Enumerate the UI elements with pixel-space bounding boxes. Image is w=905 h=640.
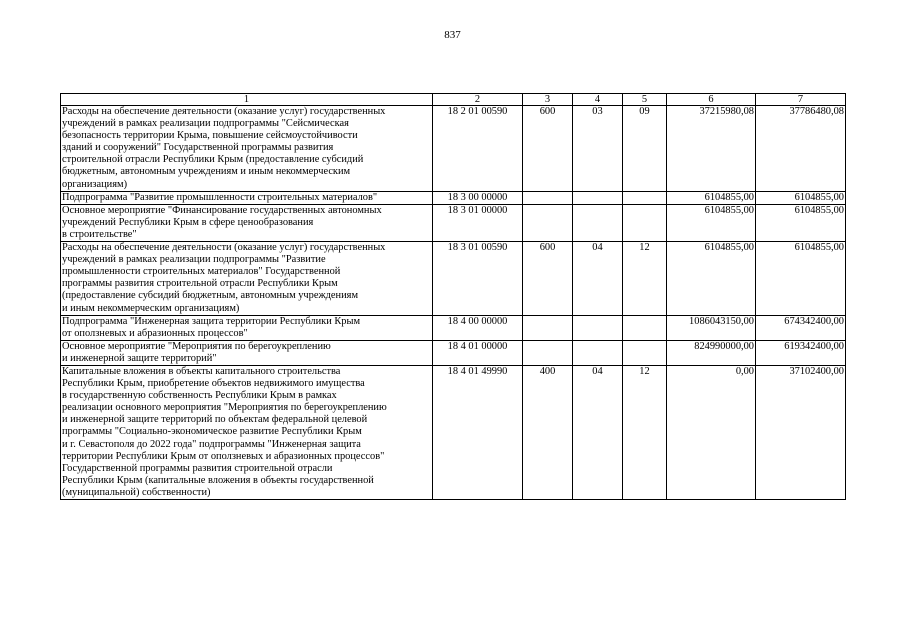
- row-subsection: [623, 340, 667, 365]
- row-code: 18 3 00 00000: [433, 191, 523, 204]
- row-subsection: 12: [623, 365, 667, 499]
- row-name-line: учреждений Республики Крым в сфере ценообразования: [62, 216, 314, 228]
- row-name-line: программы развития строительной отрасли Республики Крым: [62, 278, 338, 290]
- column-header: 2: [433, 94, 523, 106]
- row-name: [61, 204, 433, 241]
- row-name-line: и инженерной защите территорий": [62, 352, 217, 364]
- row-name-line: (предоставление субсидий бюджетным, автономным учреждениям: [62, 290, 359, 302]
- row-expense-type: 600: [523, 106, 573, 192]
- row-code: 18 2 01 00590: [433, 106, 523, 192]
- table-body: [61, 106, 846, 500]
- row-sum-year1: 6104855,00: [667, 204, 756, 241]
- row-name-line: от оползневых и абразионных процессов": [62, 327, 248, 339]
- row-section: [573, 340, 623, 365]
- row-name: [61, 340, 433, 365]
- row-name-line: зданий и сооружений" Государственной программы развития: [62, 142, 334, 154]
- row-sum-year1: 1086043150,00: [667, 315, 756, 340]
- column-header: 5: [623, 94, 667, 106]
- table-row: [61, 106, 846, 192]
- row-name-line: Подпрограмма "Развитие промышленности строительных материалов": [62, 191, 378, 203]
- row-name-line: и иным некоммерческим организациям): [62, 302, 240, 314]
- row-code: 18 3 01 00000: [433, 204, 523, 241]
- row-name-line: учреждений в рамках реализации подпрограммы "Развитие: [62, 254, 326, 266]
- row-name-line: строительной отрасли Республики Крым (предоставление субсидий: [62, 154, 364, 166]
- row-name-line: безопасность территории Крыма, повышение сейсмоустойчивости: [62, 130, 358, 142]
- row-name-line: Республики Крым (капитальные вложения в объекты государственной: [62, 474, 374, 486]
- row-sum-year2: 37786480,08: [756, 106, 846, 192]
- column-header: 6: [667, 94, 756, 106]
- row-subsection: [623, 315, 667, 340]
- table-row: [61, 204, 846, 241]
- row-subsection: [623, 204, 667, 241]
- row-name-line: Капитальные вложения в объекты капитального строительства: [62, 365, 341, 377]
- row-name-line: бюджетным, автономным учреждениям и иным некоммерческим: [62, 166, 351, 178]
- row-subsection: 12: [623, 242, 667, 316]
- row-sum-year2: 619342400,00: [756, 340, 846, 365]
- row-section: [573, 315, 623, 340]
- row-sum-year2: 37102400,00: [756, 365, 846, 499]
- row-expense-type: 600: [523, 242, 573, 316]
- row-name-line: и г. Севастополя до 2022 года" подпрограммы "Инженерная защита: [62, 438, 361, 450]
- row-section: 03: [573, 106, 623, 192]
- row-code: 18 3 01 00590: [433, 242, 523, 316]
- table-row: [61, 191, 846, 204]
- row-expense-type: 400: [523, 365, 573, 499]
- row-name: [61, 365, 433, 499]
- row-expense-type: [523, 191, 573, 204]
- row-name-line: Подпрограмма "Инженерная защита территории Республики Крым: [62, 315, 361, 327]
- row-expense-type: [523, 204, 573, 241]
- column-header: 3: [523, 94, 573, 106]
- row-sum-year1: 37215980,08: [667, 106, 756, 192]
- table-row: [61, 340, 846, 365]
- row-subsection: [623, 191, 667, 204]
- row-name-line: Государственной программы развития строительной отрасли: [62, 462, 333, 474]
- table-row: [61, 315, 846, 340]
- row-name-line: Республики Крым, приобретение объектов недвижимого имущества: [62, 378, 365, 390]
- row-sum-year1: 6104855,00: [667, 242, 756, 316]
- row-name: [61, 106, 433, 192]
- row-name-line: Основное мероприятие "Мероприятия по берегоукреплению: [62, 340, 331, 352]
- row-sum-year2: 674342400,00: [756, 315, 846, 340]
- row-name-line: в строительстве": [62, 228, 137, 240]
- row-section: 04: [573, 242, 623, 316]
- row-name-line: в государственную собственность Республики Крым в рамках: [62, 390, 337, 402]
- row-section: [573, 191, 623, 204]
- row-sum-year1: 6104855,00: [667, 191, 756, 204]
- row-name-line: учреждений в рамках реализации подпрограммы "Сейсмическая: [62, 118, 349, 130]
- row-name-line: Расходы на обеспечение деятельности (оказание услуг) государственных: [62, 106, 386, 117]
- row-subsection: 09: [623, 106, 667, 192]
- page-number: 837: [444, 29, 461, 41]
- row-name: [61, 315, 433, 340]
- row-sum-year1: 824990000,00: [667, 340, 756, 365]
- column-header: 7: [756, 94, 846, 106]
- row-name: [61, 191, 433, 204]
- row-name-line: промышленности строительных материалов" Государственной: [62, 266, 341, 278]
- row-sum-year2: 6104855,00: [756, 191, 846, 204]
- column-header: 1: [61, 94, 433, 106]
- row-sum-year2: 6104855,00: [756, 242, 846, 316]
- row-name-line: Основное мероприятие "Финансирование государственных автономных: [62, 204, 382, 216]
- row-expense-type: [523, 340, 573, 365]
- row-section: 04: [573, 365, 623, 499]
- row-name: [61, 242, 433, 316]
- row-section: [573, 204, 623, 241]
- row-name-line: организациям): [62, 178, 128, 190]
- row-sum-year2: 6104855,00: [756, 204, 846, 241]
- row-code: 18 4 01 00000: [433, 340, 523, 365]
- row-code: 18 4 00 00000: [433, 315, 523, 340]
- row-name-line: территории Республики Крым от оползневых и абразионных процессов": [62, 450, 385, 462]
- row-code: 18 4 01 49990: [433, 365, 523, 499]
- header-row: [61, 94, 846, 106]
- table-row: [61, 242, 846, 316]
- row-name-line: (муниципальной) собственности): [62, 486, 211, 498]
- column-header: 4: [573, 94, 623, 106]
- row-name-line: и инженерной защите территорий по объектам федеральной целевой: [62, 414, 368, 426]
- row-name-line: программы "Социально-экономическое развитие Республики Крым: [62, 426, 362, 438]
- budget-table: [60, 93, 846, 500]
- row-name-line: реализации основного мероприятия "Мероприятия по берегоукреплению: [62, 402, 387, 414]
- table-row: [61, 365, 846, 499]
- row-name-line: Расходы на обеспечение деятельности (оказание услуг) государственных: [62, 242, 386, 254]
- row-sum-year1: 0,00: [667, 365, 756, 499]
- row-expense-type: [523, 315, 573, 340]
